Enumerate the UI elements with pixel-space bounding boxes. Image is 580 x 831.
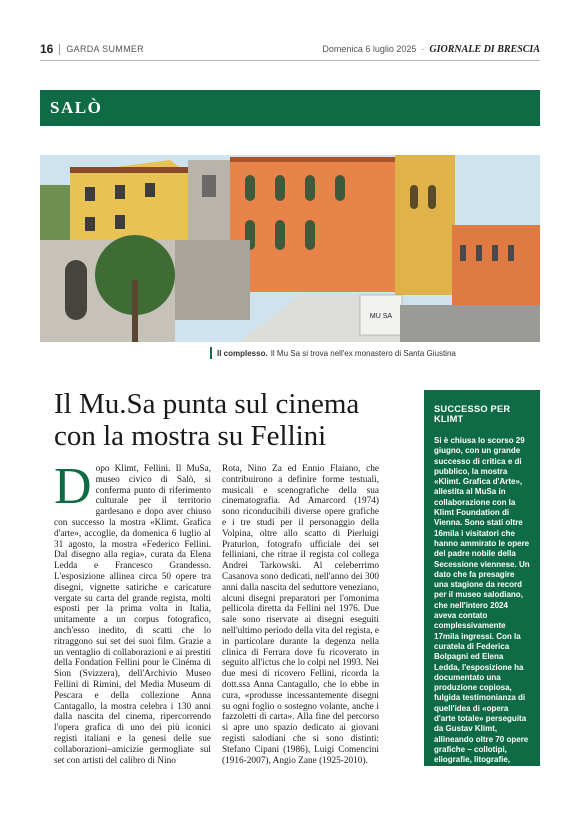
banner-label: SALÒ [50,98,103,117]
window [305,220,315,250]
window [115,215,125,229]
article-photo [40,155,540,342]
street [400,305,540,342]
headline-line-1: Il Mu.Sa punta sul cinema [54,388,360,420]
window [492,245,498,261]
right-wing [452,225,540,305]
caption-lead: Il complesso. [217,348,268,358]
newspaper-name: GIORNALE DI BRESCIA [429,43,540,55]
window [245,175,255,201]
palm-trunk [132,280,138,342]
museum-sign-text: MU SA [369,313,393,320]
header-separator [59,44,60,55]
section-name: GARDA SUMMER [66,44,144,54]
window [275,220,285,250]
stone-wall [170,240,250,320]
window [460,245,466,261]
article-headline [54,388,414,452]
caption-marker [210,347,212,359]
photo-caption [210,347,456,359]
header-right [322,44,540,55]
header-bullet: · [421,44,425,54]
headline-line-2: con la mostra su Fellini [54,420,327,452]
arched-door [65,260,87,320]
window [335,175,345,201]
window [476,245,482,261]
yellow-roof [70,167,190,173]
window [508,245,514,261]
window [145,183,155,197]
yellow-tower [395,155,455,295]
header-rule [40,60,540,61]
sidebar-text: Si è chiusa lo scorso 29 giugno, con un grande successo di critica e di pubblico, la mostra «Klimt. Grafica d'Arte», allestita al MuSa in collaborazione con la Klimt Foundation di Vienna. Sono stati oltre 16mila i visitatori che hanno ammirato le opere del padre nobile della Secessione viennese. Un dato che fa presagire una stagione da record per il museo salodiano, che nell'intero 2024 aveva contato complessivamente 17mila ingressi. Con la curatela di Federica Bolpagni ed Elena Ledda, l'esposizione ha documentato una produzione copiosa, fulgida testimonianza di quell'idea di «opera d'arte totale» perseguita da Gustav Klimt, allineando oltre 70 opere grafiche – collotipi, eliografie, litografie, disegni e alcune edizioni della celeberrima rivista Ver Sacrum che ripercorrere le fasi salienti della produzione dell'artista. [434,436,530,826]
photo-illustration [40,155,540,342]
window [428,185,436,209]
window [275,175,285,201]
page-number: 16 [40,42,54,56]
article-column-1 [54,458,211,766]
issue-date: Domenica 6 luglio 2025 [322,44,417,54]
sidebar-title: SUCCESSO PER KLIMT [434,404,511,424]
tower-window [202,175,216,197]
window [85,187,95,201]
page-header [40,40,540,58]
column-2-text: Rota, Nino Za ed Ennio Flaiano, che contribuirono a definire forme testuali, musicali e scenografiche della sua cinematografia. Ad Amarcord (1974) sono riconducibili diverse opere grafiche e i tre studi per il personaggio della Volpina, oltre allo scatto di Pierluigi Praturlon, fotografo ufficiale dei set felliniani, che ritrae il regista col collega Andrei Tarkowski. Al celeberrimo Casanova sono dedicati, nell'anno dei 300 anni dalla nascita del seduttore veneziano, alcuni disegni preparatori per l'omonima pellicola diretta da Fellini nel 1976. Due sale sono riservate ai disegni eseguiti nell'ultimo periodo della vita del regista, e in particolare durante la degenza nella clinica di Ferrara dove fu ricoverato in seguito all'ictus che lo colpì nel 1993. Nei due mesi di ricovero Fellini, ricorda la dott.ssa Anna Cantagallo, che lo ebbe in cura, «produsse incessantemente disegni su ogni foglio o sostegno volante, anche i fazzoletti di carta». Alla fine del percorso si apre uno spazio dedicato ai giovani registi salodiani che si sono distinti: Stefano Cipani (1986), Luigi Comencini (1916-2007), Angio Zane (1925-2010). [222,464,379,766]
window [410,185,418,209]
window [305,175,315,201]
window [85,217,95,231]
column-1-text: opo Klimt, Fellini. Il MuSa, museo civico di Salò, si conferma punto di riferimento culturale per il territorio gardesano e dopo aver chiuso con successo la mostra «Klimt. Grafica d'arte», accoglie, da domenica 6 luglio al 31 agosto, la mostra «Federico Fellini. Dal disegno alla regia», curata da Elena Ledda e Francesco Grandesso. L'esposizione allinea circa 50 opere tra disegni, vignette satiriche e caricature vergate su carta del grande regista, molti esposti per la prima volta in Italia, unitamente a un corpus fotografico, anch'esso inedito, di scatti che lo ritraggono sui set dei suoi film. Grazie a un ventaglio di collaborazioni e ai prestiti della Fondation Fellini pour le Cinéma di Sion (Svizzera), dell'Archivio Museo Fellini di Rimini, del Media Museum di Pescara e della collezione Anna Cantagallo, la mostra celebra i 130 anni dalla nascita del cinema, ripercorrendo l'opera grafica di uno dei più iconici registi italiani e la genesi delle sue collaborazioni–amicizie germogliate sul set con artisti del calibro di Nino [54,464,211,766]
sidebar-box [424,390,540,826]
section-banner [40,90,540,126]
caption-text: Il Mu Sa si trova nell'ex monastero di Santa Giustina [270,348,456,358]
drop-cap: D [54,458,92,515]
article-column-2 [222,464,379,766]
window [115,185,125,199]
